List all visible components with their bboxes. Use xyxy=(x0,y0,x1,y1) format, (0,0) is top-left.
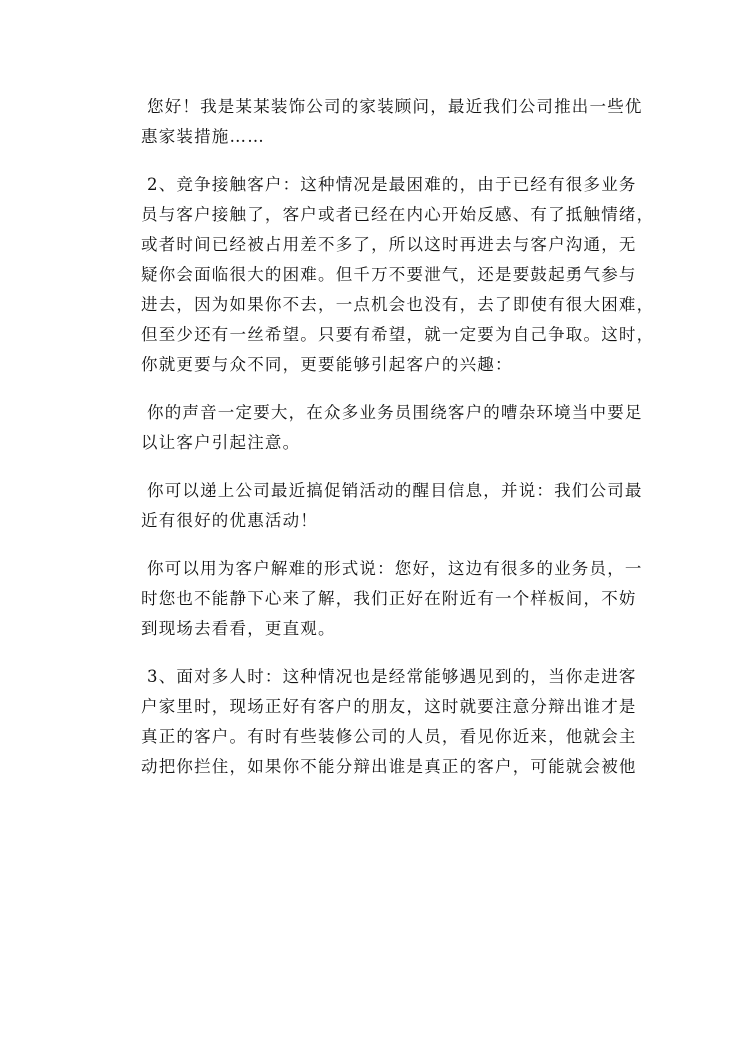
text-line: 但至少还有一丝希望。只要有希望，就一定要为自己争取。这时， xyxy=(141,325,655,344)
paragraph-multiple-people xyxy=(141,662,641,782)
text-line: 惠家装措施…… xyxy=(141,127,265,146)
paragraph-greeting xyxy=(141,92,641,152)
text-line: 你就更要与众不同，更要能够引起客户的兴趣： xyxy=(141,355,513,374)
text-line: 你的声音一定要大，在众多业务员围绕客户的嘈杂环境当中要足 xyxy=(147,403,643,422)
text-line: 2、竞争接触客户：这种情况是最困难的，由于已经有很多业务 xyxy=(147,175,637,194)
text-line: 时您也不能静下心来了解，我们正好在附近有一个样板间，不妨 xyxy=(141,589,637,608)
paragraph-solve-problem xyxy=(141,554,641,644)
paragraph-promotion-info xyxy=(141,476,641,536)
text-line: 以让客户引起注意。 xyxy=(141,433,301,452)
paragraph-loud-voice xyxy=(141,398,641,458)
text-line: 3、面对多人时：这种情况也是经常能够遇见到的，当你走进客 xyxy=(147,667,637,686)
paragraph-competitive-contact xyxy=(141,170,655,380)
text-line: 进去，因为如果你不去，一点机会也没有，去了即使有很大困难， xyxy=(141,295,655,314)
text-line: 或者时间已经被占用差不多了，所以这时再进去与客户沟通，无 xyxy=(141,235,637,254)
text-line: 员与客户接触了，客户或者已经在内心开始反感、有了抵触情绪， xyxy=(141,205,655,224)
text-line: 动把你拦住，如果你不能分辩出谁是真正的客户，可能就会被他 xyxy=(141,757,637,776)
text-line: 疑你会面临很大的困难。但千万不要泄气，还是要鼓起勇气参与 xyxy=(141,265,637,284)
text-line: 近有很好的优惠活动！ xyxy=(141,511,318,530)
text-line: 你可以递上公司最近搞促销活动的醒目信息，并说：我们公司最 xyxy=(147,481,643,500)
text-line: 你可以用为客户解难的形式说：您好，这边有很多的业务员，一 xyxy=(147,559,643,578)
text-line: 真正的客户。有时有些装修公司的人员，看见你近来，他就会主 xyxy=(141,727,637,746)
document-body xyxy=(141,92,655,800)
text-line: 到现场去看看，更直观。 xyxy=(141,619,336,638)
text-line: 户家里时，现场正好有客户的朋友，这时就要注意分辩出谁才是 xyxy=(141,697,637,716)
text-line: 您好！我是某某装饰公司的家装顾问，最近我们公司推出一些优 xyxy=(147,97,643,116)
